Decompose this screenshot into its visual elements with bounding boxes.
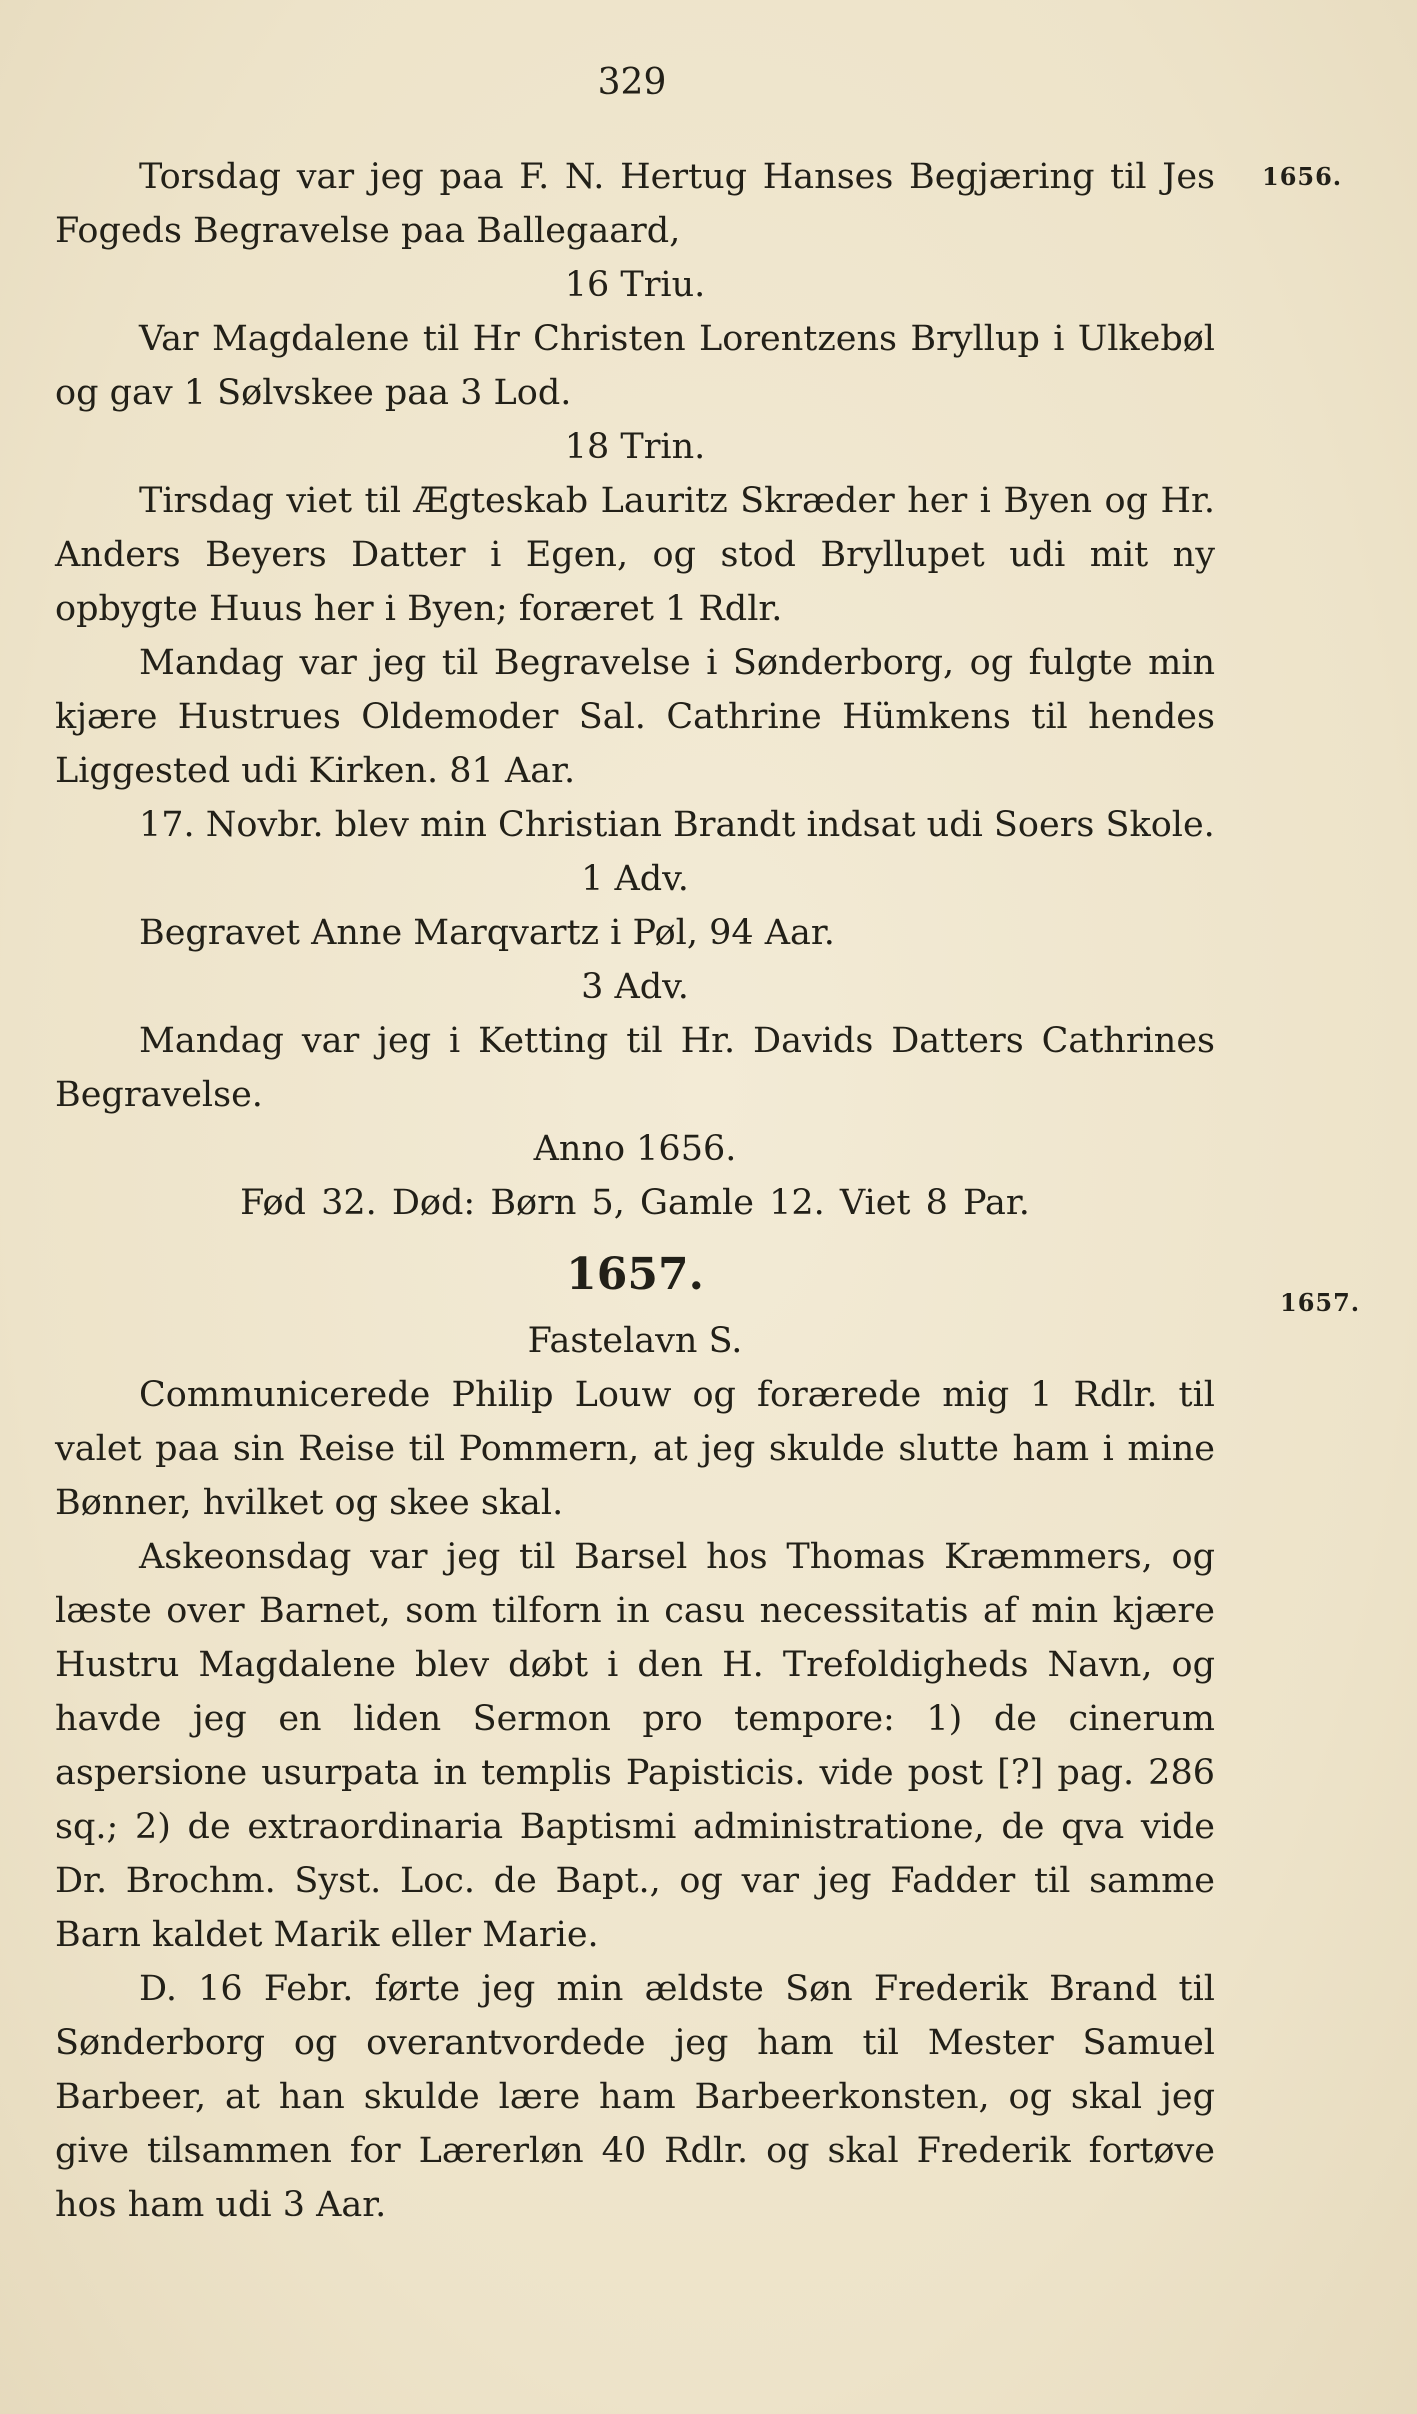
- entry-paragraph: Mandag var jeg i Ketting til Hr. Davids Datters Cathrines Begravelse.: [55, 1021, 1215, 1115]
- entry-paragraph: Var Magdalene til Hr Christen Lorentzens Bryllup i Ulkebøl og gav 1 Sølvskee paa 3 Lod.: [55, 319, 1215, 413]
- page-number: 329: [597, 62, 667, 103]
- entry-paragraph: Begravet Anne Marqvartz i Pøl, 94 Aar.: [139, 913, 835, 953]
- entry-paragraph: Mandag var jeg til Begravelse i Sønderborg, og fulgte min kjære Hustrues Oldemoder Sal. Cathrine Hümkens til hendes Liggested udi Kirken. 81 Aar.: [55, 643, 1215, 791]
- entry-paragraph: Askeonsdag var jeg til Barsel hos Thomas Kræmmers, og læste over Barnet, som tilforn in casu necessitatis af min kjære Hustru Magdalene blev døbt i den H. Trefoldigheds Navn, og havde jeg en liden Sermon pro tempore: 1) de cinerum aspersione usurpata in templis Papisticis. vide post [?] pag. 286 sq.; 2) de extraordinaria Baptismi administratione, de qva vide Dr. Brochm. Syst. Loc. de Bapt., og var jeg Fadder til samme Barn kaldet Marik eller Marie.: [55, 1537, 1215, 1955]
- margin-year-1656: 1656.: [1262, 162, 1343, 191]
- year-summary-heading: Anno 1656.: [533, 1129, 737, 1169]
- year-summary-stats: Fød 32. Død: Børn 5, Gamle 12. Viet 8 Par.: [240, 1183, 1030, 1223]
- church-date-heading: 16 Triu.: [564, 265, 706, 305]
- entry-paragraph: 17. Novbr. blev min Christian Brandt indsat udi Soers Skole.: [139, 805, 1215, 845]
- church-date-heading: 18 Trin.: [564, 427, 706, 467]
- church-date-heading: Fastelavn S.: [527, 1321, 743, 1361]
- entry-paragraph: Communicerede Philip Louw og forærede mig 1 Rdlr. til valet paa sin Reise til Pommern, at jeg skulde slutte ham i mine Bønner, hvilket og skee skal.: [55, 1375, 1215, 1523]
- text-column: [55, 150, 1215, 2232]
- church-date-heading: 1 Adv.: [581, 859, 689, 899]
- year-heading: 1657.: [566, 1249, 704, 1300]
- entry-paragraph: D. 16 Febr. førte jeg min ældste Søn Frederik Brand til Sønderborg og overantvordede jeg ham til Mester Samuel Barbeer, at han skulde lære ham Barbeerkonsten, og skal jeg give tilsammen for Lærerløn 40 Rdlr. og skal Frederik fortøve hos ham udi 3 Aar.: [55, 1969, 1215, 2225]
- margin-year-1657: 1657.: [1280, 1288, 1361, 1317]
- entry-paragraph: Tirsdag viet til Ægteskab Lauritz Skræder her i Byen og Hr. Anders Beyers Datter i Egen, og stod Bryllupet udi mit ny opbygte Huus her i Byen; foræret 1 Rdlr.: [55, 481, 1215, 629]
- church-date-heading: 3 Adv.: [581, 967, 689, 1007]
- entry-paragraph: Torsdag var jeg paa F. N. Hertug Hanses Begjæring til Jes Fogeds Begravelse paa Ballegaard,: [55, 157, 1215, 251]
